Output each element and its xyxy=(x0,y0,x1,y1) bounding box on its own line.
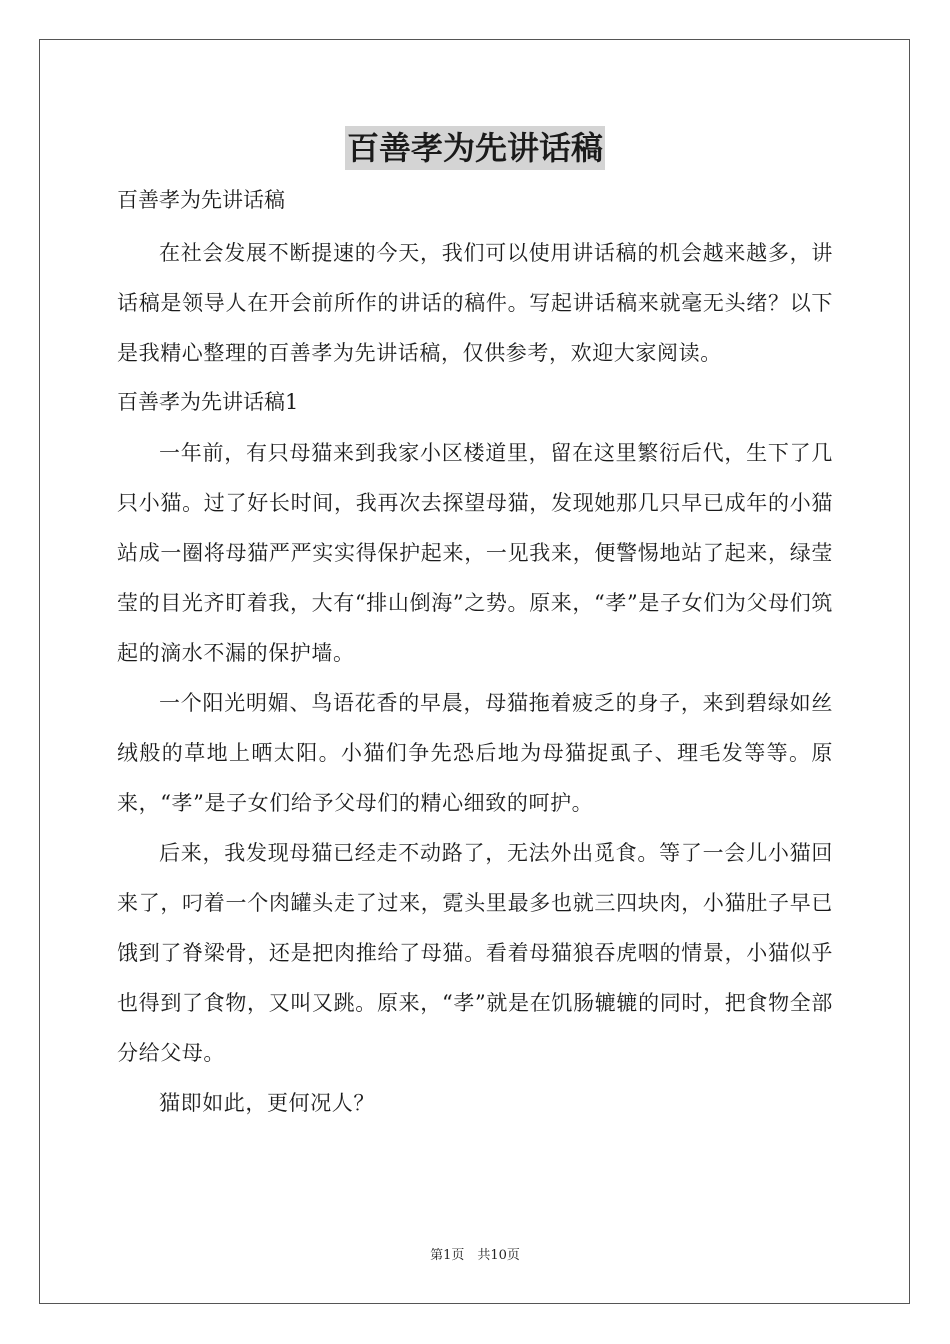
document-body xyxy=(117,180,833,1128)
section-heading: 百善孝为先讲话稿1 xyxy=(117,390,299,414)
document-subtitle: 百善孝为先讲话稿 xyxy=(117,188,285,212)
body-paragraph-4: 猫即如此，更何况人？ xyxy=(159,1091,375,1115)
title-container xyxy=(0,126,950,170)
body-paragraph-2: 一个阳光明媚、鸟语花香的早晨，母猫拖着疲乏的身子，来到碧绿如丝绒般的草地上晒太阳。小猫们争先恐后地为母猫捉虱子、理毛发等等。原来，“孝”是子女们给予父母们的精心细致的呵护。 xyxy=(117,691,833,815)
page-number-footer: 第1页 共10页 xyxy=(430,1248,520,1263)
body-paragraph-1: 一年前，有只母猫来到我家小区楼道里，留在这里繁衍后代，生下了几只小猫。过了好长时间，我再次去探望母猫，发现她那几只早已成年的小猫站成一圈将母猫严严实实得保护起来，一见我来，便警惕地站了起来，绿莹莹的目光齐盯着我，大有“排山倒海”之势。原来，“孝”是子女们为父母们筑起的滴水不漏的保护墙。 xyxy=(117,441,833,665)
intro-paragraph: 在社会发展不断提速的今天，我们可以使用讲话稿的机会越来越多，讲话稿是领导人在开会前所作的讲话的稿件。写起讲话稿来就毫无头绪？以下是我精心整理的百善孝为先讲话稿，仅供参考，欢迎大家阅读。 xyxy=(117,241,833,365)
body-paragraph-3: 后来，我发现母猫已经走不动路了，无法外出觅食。等了一会儿小猫回来了，叼着一个肉罐头走了过来，霓头里最多也就三四块肉，小猫肚子早已饿到了脊梁骨，还是把肉推给了母猫。看着母猫狼吞虎咽的情景，小猫似乎也得到了食物，又叫又跳。原来，“孝”就是在饥肠辘辘的同时，把食物全部分给父母。 xyxy=(117,841,833,1065)
document-title: 百善孝为先讲话稿 xyxy=(345,126,605,170)
